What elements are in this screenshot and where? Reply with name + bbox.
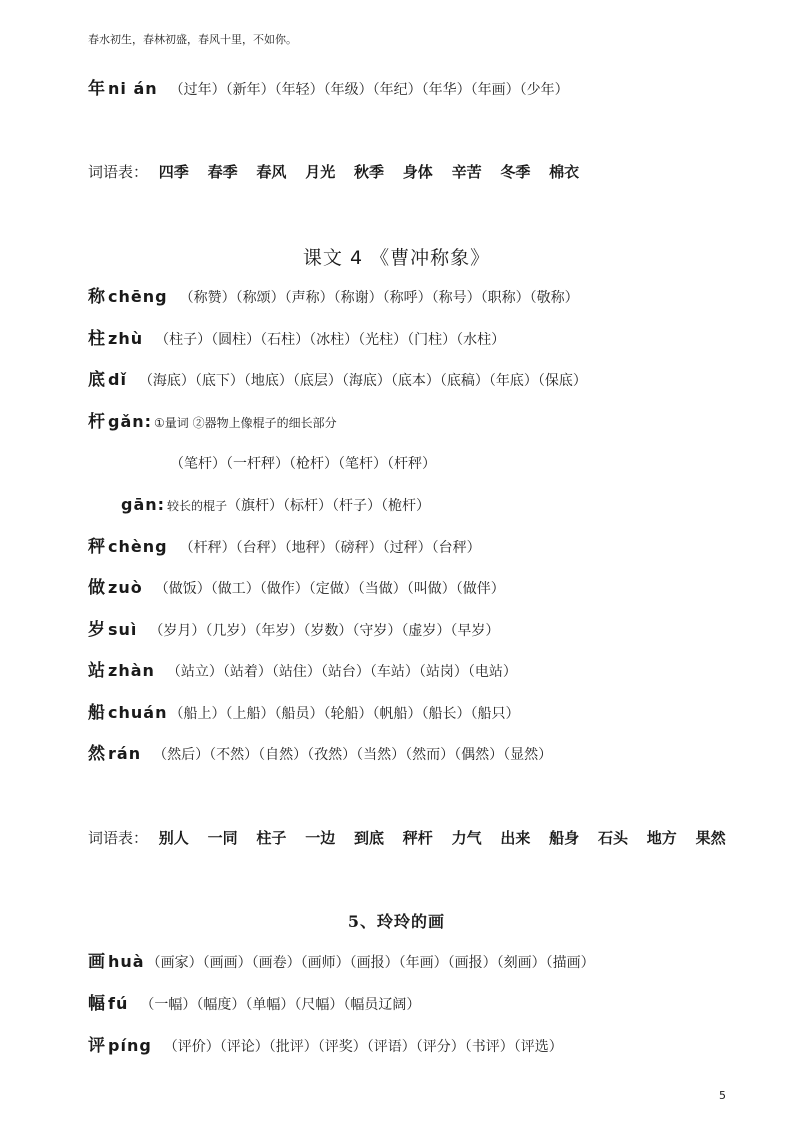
entry-words: （柱子）（圆柱）（石柱）（冰柱）（光柱）（门柱）（水柱） [155, 332, 506, 348]
entry-words: （一幅）（幅度）（单幅）（尺幅）（幅员辽阔） [140, 997, 421, 1013]
char-entry [88, 536, 481, 559]
page-number: 5 [719, 1089, 726, 1102]
vocab-word: 春风 [256, 163, 287, 181]
entry-pinyin: gān: [121, 495, 166, 514]
entry-words: （岁月）（几岁）（年岁）（岁数）（守岁）（虚岁）（早岁） [149, 623, 500, 639]
char-entry [88, 369, 587, 392]
entry-words: （站立）（站着）（站住）（站台）（车站）（站岗）（电站） [166, 664, 517, 680]
vocab-list [88, 827, 740, 849]
entry-pinyin: chuán [108, 703, 168, 722]
char-entry [88, 993, 420, 1016]
vocab-word: 船身 [549, 829, 580, 847]
entry-pinyin: fú [108, 994, 129, 1013]
entry-pinyin: zuò [108, 578, 143, 597]
entry-words: （旗杆）（标杆）（杆子）（桅杆） [227, 498, 431, 514]
entry-char: 柱 [88, 329, 105, 349]
vocab-label: 词语表： [88, 829, 149, 847]
vocab-word: 地方 [646, 829, 677, 847]
entry-definition: 较长的棍子 [167, 499, 228, 513]
vocab-word: 力气 [451, 829, 482, 847]
entry-pinyin: dǐ [108, 370, 127, 389]
entry-char: 杆 [88, 412, 105, 432]
char-entry [88, 286, 579, 309]
char-entry [88, 328, 505, 351]
char-entry [88, 577, 505, 600]
vocab-word: 棉衣 [549, 163, 580, 181]
vocab-list [88, 161, 593, 183]
entry-words: （笔杆）（一杆秤）（枪杆）（笔杆）（杆秤） [170, 456, 436, 472]
entry-char: 称 [88, 287, 105, 307]
entry-char: 做 [88, 578, 105, 598]
lesson-title: 5、玲玲的画 [347, 912, 446, 931]
entry-char: 幅 [88, 994, 105, 1014]
entry-char: 然 [88, 744, 105, 764]
vocab-word: 秋季 [353, 163, 384, 181]
entry-pinyin: suì [108, 620, 138, 639]
entry-pinyin: ni án [108, 79, 158, 98]
entry-char: 岁 [88, 620, 105, 640]
entry-char: 秤 [88, 537, 105, 557]
vocab-word: 春季 [207, 163, 238, 181]
char-entry [88, 702, 519, 725]
entry-words: （杆秤）（台秤）（地秤）（磅秤）（过秤）（台秤） [179, 540, 481, 556]
entry-pinyin: zhù [108, 329, 144, 348]
vocab-word: 果然 [695, 829, 726, 847]
vocab-word: 一同 [207, 829, 238, 847]
char-entry-gan [88, 411, 337, 434]
vocab-word: 柱子 [256, 829, 287, 847]
vocab-label: 词语表： [88, 163, 149, 181]
entry-second-reading [118, 494, 430, 517]
entry-char: 画 [88, 952, 105, 972]
entry-words: （过年）（新年）（年轻）（年级）（年纪）（年华）（年画）（少年） [169, 82, 569, 98]
entry-words: （海底）（底下）（地底）（底层）（海底）（底本）（底稿）（年底）（保底） [138, 373, 587, 389]
vocab-word: 月光 [305, 163, 336, 181]
entry-words: （称赞）（称颂）（声称）（称谢）（称呼）（称号）（职称）（敬称） [179, 290, 579, 306]
entry-char: 船 [88, 703, 105, 723]
vocab-word: 别人 [158, 829, 189, 847]
entry-words: （评价）（评论）（批评）（评奖）（评语）（评分）（书评）（评选） [163, 1039, 563, 1055]
char-entry [88, 1035, 563, 1058]
entry-pinyin: zhàn [108, 661, 155, 680]
vocab-word: 身体 [402, 163, 433, 181]
entry-pinyin: chèng [108, 537, 168, 556]
char-entry [88, 619, 499, 642]
entry-char: 底 [88, 370, 105, 390]
entry-words: （然后）（不然）（自然）（孜然）（当然）（然而）（偶然）（显然） [153, 747, 553, 763]
vocab-word: 到底 [353, 829, 384, 847]
char-entry [88, 951, 595, 974]
vocab-word: 辛苦 [451, 163, 482, 181]
vocab-word: 石头 [597, 829, 628, 847]
char-entry [88, 78, 569, 101]
entry-words-row [170, 452, 436, 475]
entry-pinyin: chēng [108, 287, 168, 306]
entry-definition: ①量词 ②器物上像棍子的细长部分 [154, 416, 337, 430]
entry-words: （画家）（画画）（画卷）（画师）（画报）（年画）（画报）（刻画）（描画） [146, 955, 595, 971]
entry-char: 站 [88, 661, 105, 681]
entry-pinyin: gǎn: [108, 412, 153, 431]
vocab-word: 冬季 [500, 163, 531, 181]
vocab-word: 一边 [305, 829, 336, 847]
vocab-word: 四季 [158, 163, 189, 181]
lesson-title: 课文 4 《曹冲称象》 [302, 247, 491, 269]
entry-pinyin: rán [108, 744, 142, 763]
entry-pinyin: píng [108, 1036, 152, 1055]
entry-char: 年 [88, 79, 105, 99]
vocab-word: 秤杆 [402, 829, 433, 847]
entry-words: （船上）（上船）（船员）（轮船）（帆船）（船长）（船只） [169, 706, 520, 722]
entry-char: 评 [88, 1036, 105, 1056]
vocab-word: 出来 [500, 829, 531, 847]
entry-pinyin: huà [108, 952, 145, 971]
char-entry [88, 660, 517, 683]
char-entry [88, 743, 552, 766]
entry-words: （做饭）（做工）（做作）（定做）（当做）（叫做）（做伴） [154, 581, 505, 597]
header-note: 春水初生，春林初盛，春风十里，不如你。 [88, 33, 297, 46]
